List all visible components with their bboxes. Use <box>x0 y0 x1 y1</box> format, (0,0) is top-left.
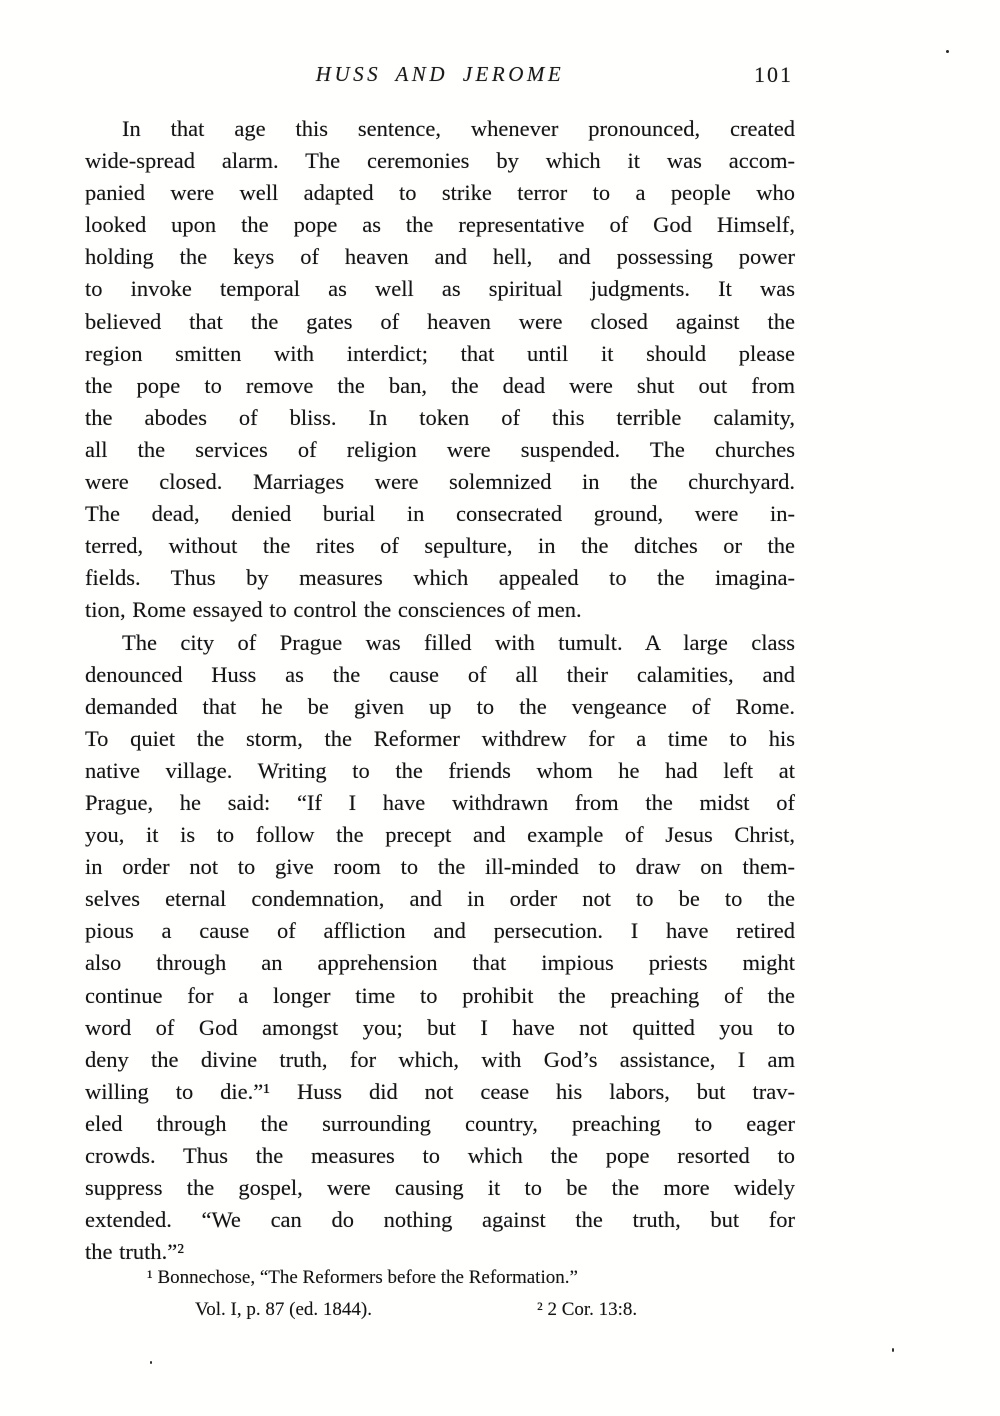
footnote-2-volume-ref: Vol. I, p. 87 (ed. 1844). <box>195 1298 372 1320</box>
text-line: Prague, he said: “If I have withdrawn from the midst of <box>85 789 795 815</box>
text-line: the pope to remove the ban, the dead were shut out from <box>85 372 795 398</box>
text-line: The city of Prague was filled with tumult. A large class <box>122 629 795 655</box>
text-line: you, it is to follow the precept and example of Jesus Christ, <box>85 822 795 848</box>
text-line: in order not to give room to the ill-minded to draw on them- <box>85 854 795 880</box>
page-number: 101 <box>754 62 793 87</box>
footnote-2-scripture-ref: ² 2 Cor. 13:8. <box>537 1298 638 1320</box>
text-line: looked upon the pope as the representative of God Himself, <box>85 212 795 238</box>
text-line: all the services of religion were suspended. The churches <box>85 436 795 462</box>
text-line: panied were well adapted to strike terror to a people who <box>85 180 795 206</box>
scan-speck <box>892 1348 894 1352</box>
text-line: also through an apprehension that impious priests might <box>85 950 795 976</box>
text-line: eled through the surrounding country, preaching to eager <box>85 1110 795 1136</box>
text-line: deny the divine truth, for which, with God’s assistance, I am <box>85 1046 795 1072</box>
text-line: native village. Writing to the friends whom he had left at <box>85 757 795 783</box>
text-line: wide-spread alarm. The ceremonies by which it was accom- <box>85 148 795 174</box>
page-header-title: HUSS AND JEROME <box>315 62 565 86</box>
text-line: continue for a longer time to prohibit the preaching of the <box>85 982 795 1008</box>
text-line: the truth.”² <box>85 1239 184 1265</box>
footnote-2 <box>85 1294 795 1326</box>
scan-speck <box>150 1361 152 1364</box>
text-line: holding the keys of heaven and hell, and possessing power <box>85 244 795 270</box>
footnote-1: ¹ Bonnechose, “The Reformers before the Reformation.” <box>147 1267 578 1288</box>
text-line: To quiet the storm, the Reformer withdrew for a time to his <box>85 725 795 751</box>
text-line: selves eternal condemnation, and in order not to be to the <box>85 886 795 912</box>
text-line: The dead, denied burial in consecrated ground, were in- <box>85 501 795 527</box>
text-line: demanded that he be given up to the vengeance of Rome. <box>85 693 795 719</box>
text-line: the abodes of bliss. In token of this terrible calamity, <box>85 404 795 430</box>
text-line: believed that the gates of heaven were closed against the <box>85 308 795 334</box>
text-line: word of God amongst you; but I have not quitted you to <box>85 1014 795 1040</box>
footnotes <box>85 1262 795 1325</box>
text-line: to invoke temporal as well as spiritual judgments. It was <box>85 276 795 302</box>
text-line: terred, without the rites of sepulture, in the ditches or the <box>85 533 795 559</box>
scan-speck <box>946 50 949 53</box>
text-line: crowds. Thus the measures to which the pope resorted to <box>85 1143 795 1168</box>
text-line: fields. Thus by measures which appealed to the imagina- <box>85 565 795 591</box>
text-line: denounced Huss as the cause of all their calamities, and <box>85 661 795 687</box>
text-line: In that age this sentence, whenever pronounced, created <box>122 116 795 141</box>
text-line: suppress the gospel, were causing it to be the more widely <box>85 1175 795 1201</box>
body-text <box>85 113 795 1268</box>
running-head <box>85 62 795 92</box>
text-line: extended. “We can do nothing against the truth, but for <box>85 1207 795 1233</box>
text-line: willing to die.”¹ Huss did not cease his labors, but trav- <box>85 1078 795 1104</box>
text-line: were closed. Marriages were solemnized in the churchyard. <box>85 469 795 495</box>
text-line: tion, Rome essayed to control the consciences of men. <box>85 597 582 623</box>
text-line: region smitten with interdict; that until it should please <box>85 340 795 366</box>
text-line: pious a cause of affliction and persecution. I have retired <box>85 918 795 944</box>
